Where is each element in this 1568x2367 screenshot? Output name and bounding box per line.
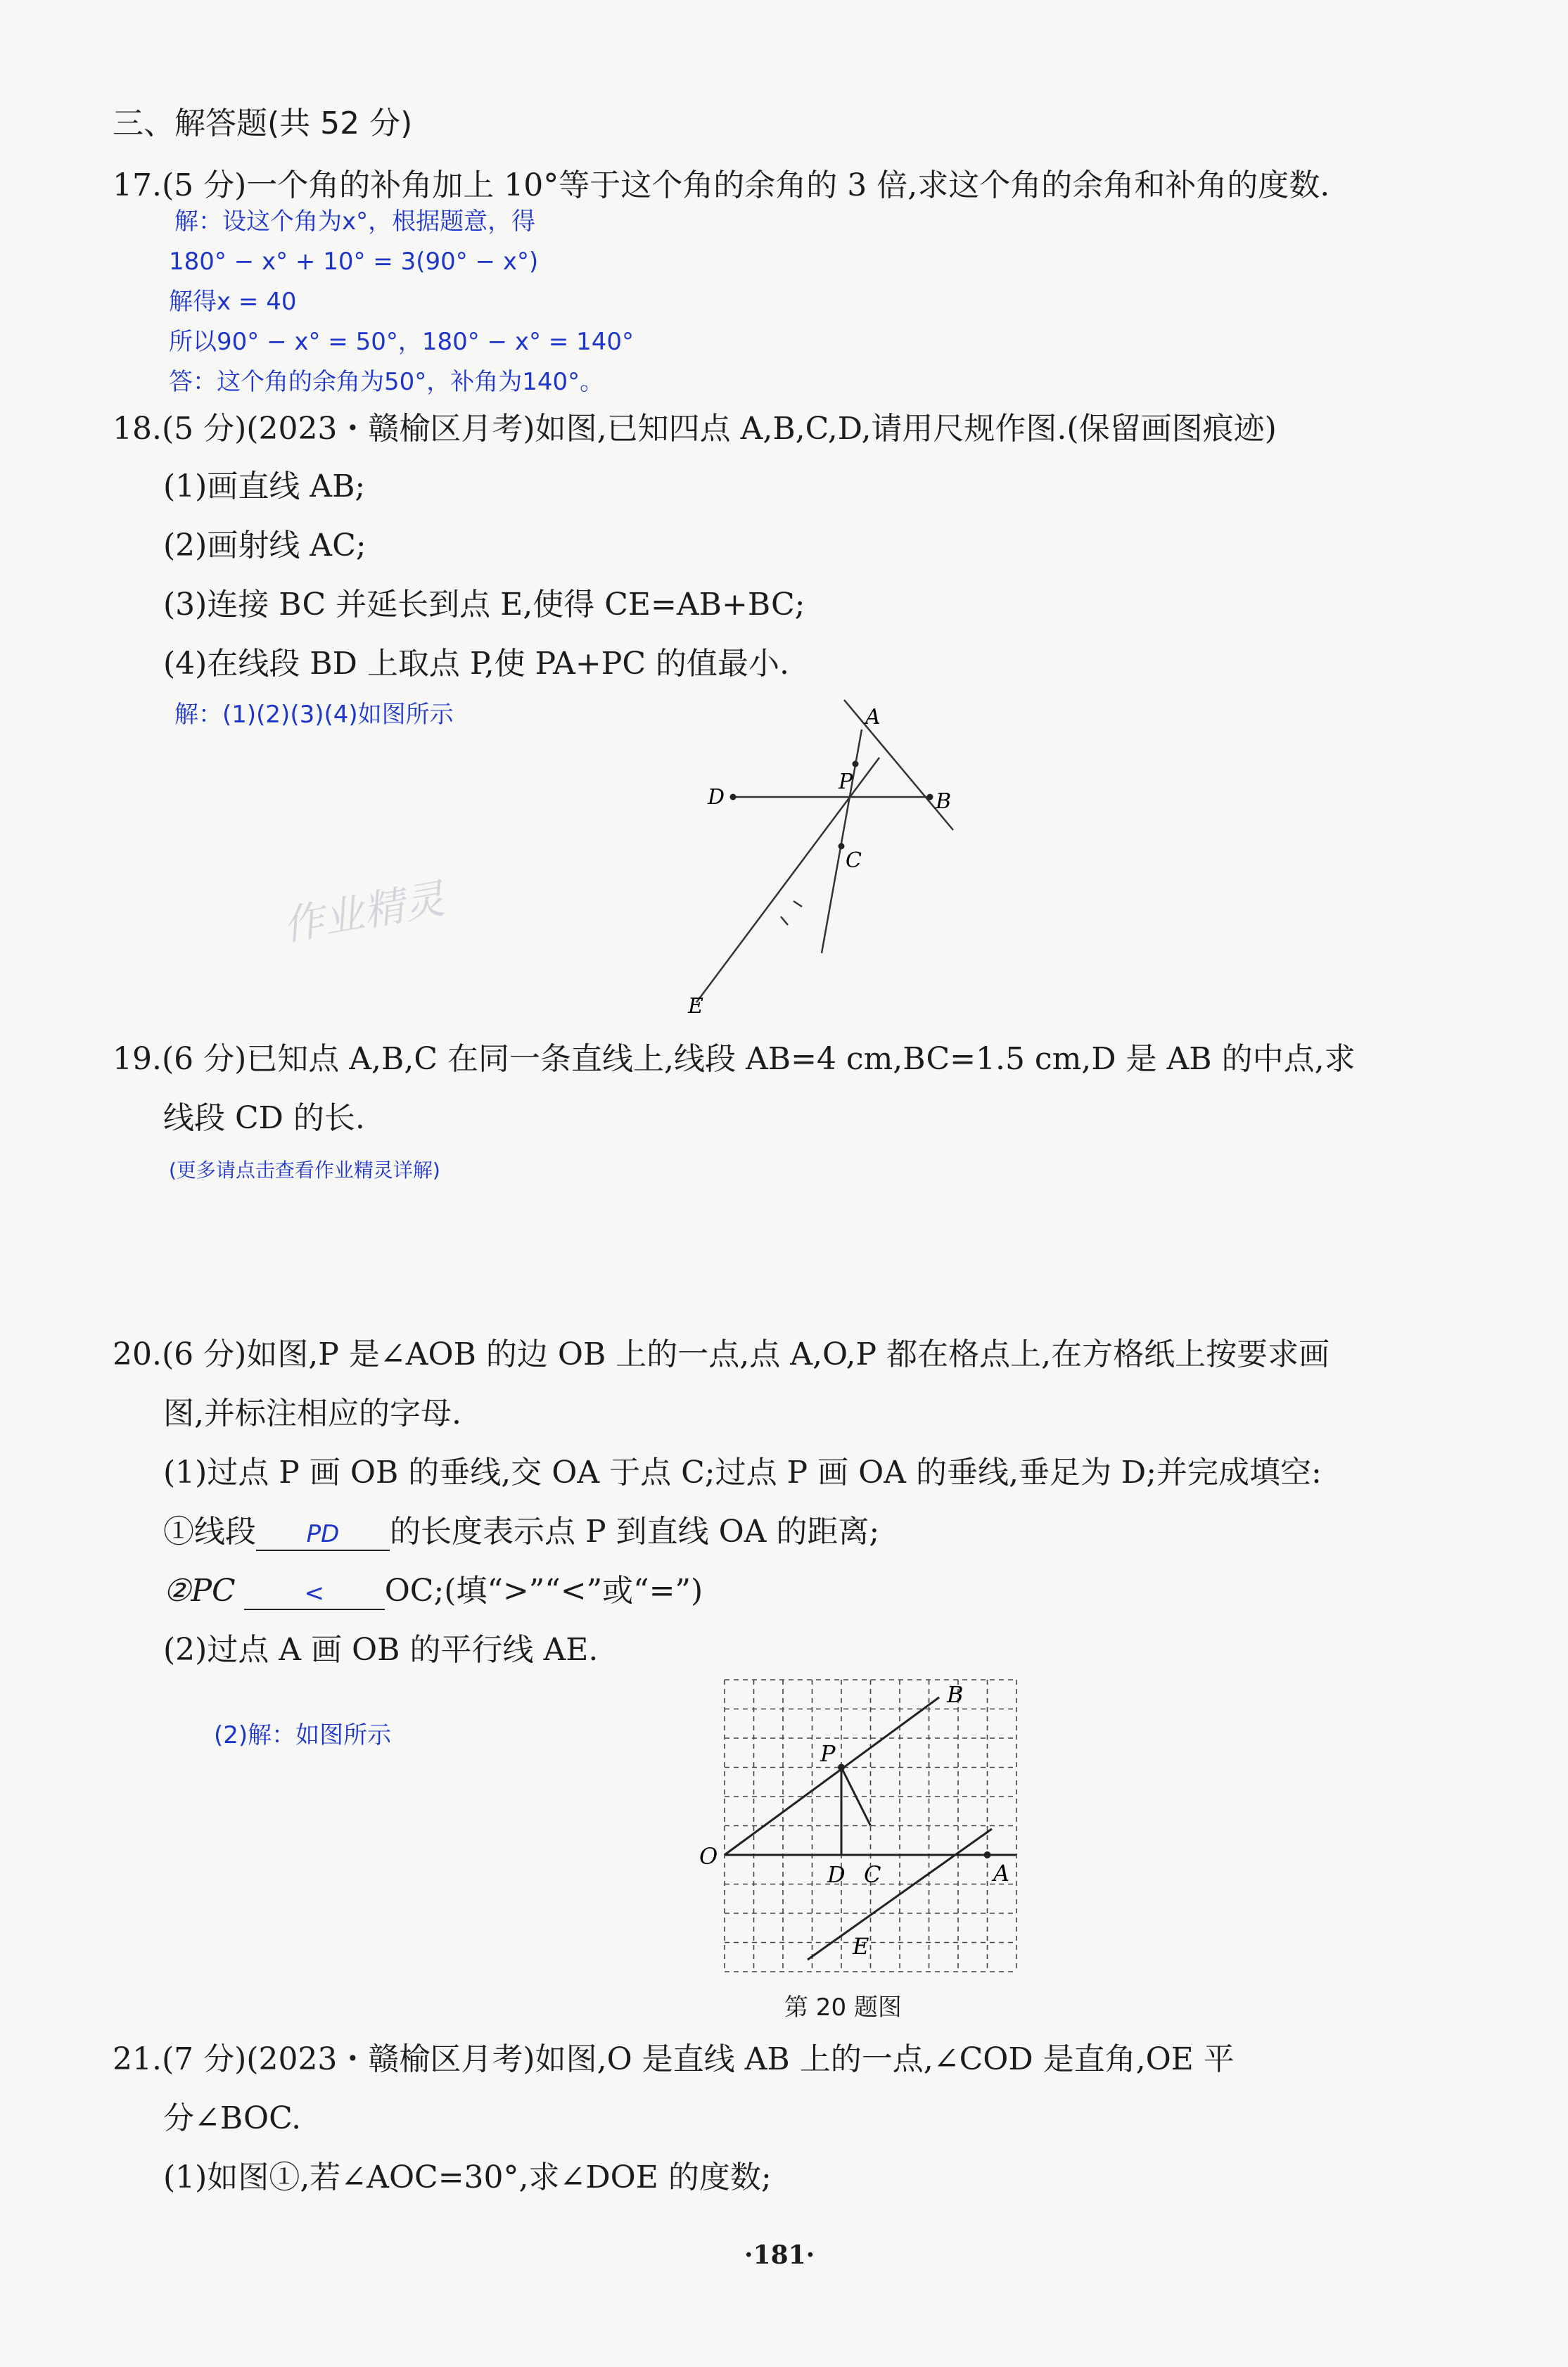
q18-part-3: (3)连接 BC 并延长到点 E,使得 CE=AB+BC; <box>163 587 805 623</box>
q18-stem: 18.(5 分)(2023・赣榆区月考)如图,已知四点 A,B,C,D,请用尺规作图.(保留画图痕迹) <box>113 411 1277 447</box>
q20-fill-2 <box>163 1571 703 1611</box>
q20-fill-2-prefix: ②PC <box>163 1573 236 1609</box>
q17-answer-line-1: 解：设这个角为x°，根据题意，得 <box>174 208 536 236</box>
q18-part-1: (1)画直线 AB; <box>163 468 366 504</box>
arc-mark-2 <box>781 917 788 925</box>
q20-figure-caption: 第 20 题图 <box>784 1993 902 2022</box>
point-d <box>730 794 737 800</box>
point-a <box>853 761 859 767</box>
q18-figure <box>675 693 971 1016</box>
label-b: B <box>947 1681 964 1708</box>
q19-stem-line-2: 线段 CD 的长. <box>163 1100 365 1136</box>
label-p: P <box>839 770 853 794</box>
q20-fill-1-suffix: 的长度表示点 P 到直线 OA 的距离; <box>390 1514 880 1550</box>
q19-stem-line-1: 19.(6 分)已知点 A,B,C 在同一条直线上,线段 AB=4 cm,BC=1.5 cm,D 是 AB 的中点,求 <box>113 1041 1356 1077</box>
q20-fill-2-answer: < <box>244 1578 385 1610</box>
label-b: B <box>936 789 952 814</box>
q17-stem: 17.(5 分)一个角的补角加上 10°等于这个角的余角的 3 倍,求这个角的余角和补角的度数. <box>113 167 1330 203</box>
q17-answer-line-2: 180° − x° + 10° = 3(90° − x°) <box>169 248 539 276</box>
point-c <box>839 843 845 850</box>
label-c: C <box>846 848 862 873</box>
q20-fill-2-suffix: OC;(填“>”“<”或“=”) <box>384 1573 703 1609</box>
ray-ob <box>725 1697 939 1855</box>
q17-answer-line-5: 答：这个角的余角为50°，补角为140°。 <box>169 368 604 396</box>
watermark-logo: 作业精灵 <box>279 874 449 950</box>
q20-stem-line-1: 20.(6 分)如图,P 是∠AOB 的边 OB 上的一点,点 A,O,P 都在格点上,在方格纸上按要求画 <box>113 1336 1330 1372</box>
label-a: A <box>993 1860 1010 1887</box>
q21-stem-line-1: 21.(7 分)(2023・赣榆区月考)如图,O 是直线 AB 上的一点,∠COD 是直角,OE 平 <box>113 2041 1235 2077</box>
point-p <box>838 1764 845 1771</box>
label-p: P <box>820 1740 836 1767</box>
point-b <box>927 794 933 800</box>
label-e: E <box>853 1933 869 1960</box>
arc-mark-1 <box>793 901 802 907</box>
q18-part-4: (4)在线段 BD 上取点 P,使 PA+PC 的值最小. <box>163 646 790 682</box>
q20-grid-figure <box>689 1673 1041 1982</box>
label-d: D <box>708 785 725 810</box>
label-a: A <box>865 705 881 729</box>
q20-answer: (2)解：如图所示 <box>214 1721 392 1749</box>
q21-stem-line-2: 分∠BOC. <box>163 2100 302 2136</box>
q17-answer-line-3: 解得x = 40 <box>169 288 297 316</box>
q20-fill-1-prefix: ①线段 <box>163 1514 256 1550</box>
section-title: 三、解答题(共 52 分) <box>113 106 413 141</box>
label-c: C <box>864 1861 881 1888</box>
q21-part-1: (1)如图①,若∠AOC=30°,求∠DOE 的度数; <box>163 2159 772 2195</box>
q20-fill-1-answer: PD <box>256 1519 390 1551</box>
q17-answer-line-4: 所以90° − x° = 50°，180° − x° = 140° <box>169 328 634 356</box>
q20-fill-1 <box>163 1512 879 1552</box>
label-e: E <box>688 994 703 1016</box>
q20-stem-line-2: 图,并标注相应的字母. <box>163 1396 461 1431</box>
q20-part-2: (2)过点 A 画 OB 的平行线 AE. <box>163 1632 599 1668</box>
q18-part-2: (2)画射线 AC; <box>163 528 366 563</box>
q18-answer: 解：(1)(2)(3)(4)如图所示 <box>174 701 454 729</box>
q20-part-1: (1)过点 P 画 OB 的垂线,交 OA 于点 C;过点 P 画 OA 的垂线,垂足为 D;并完成填空: <box>163 1455 1322 1491</box>
page-number: ·181· <box>744 2240 815 2270</box>
q19-detail-link[interactable]: (更多请点击查看作业精灵详解) <box>169 1159 440 1182</box>
point-a <box>984 1851 991 1858</box>
label-d: D <box>827 1861 846 1888</box>
label-o: O <box>699 1843 718 1870</box>
